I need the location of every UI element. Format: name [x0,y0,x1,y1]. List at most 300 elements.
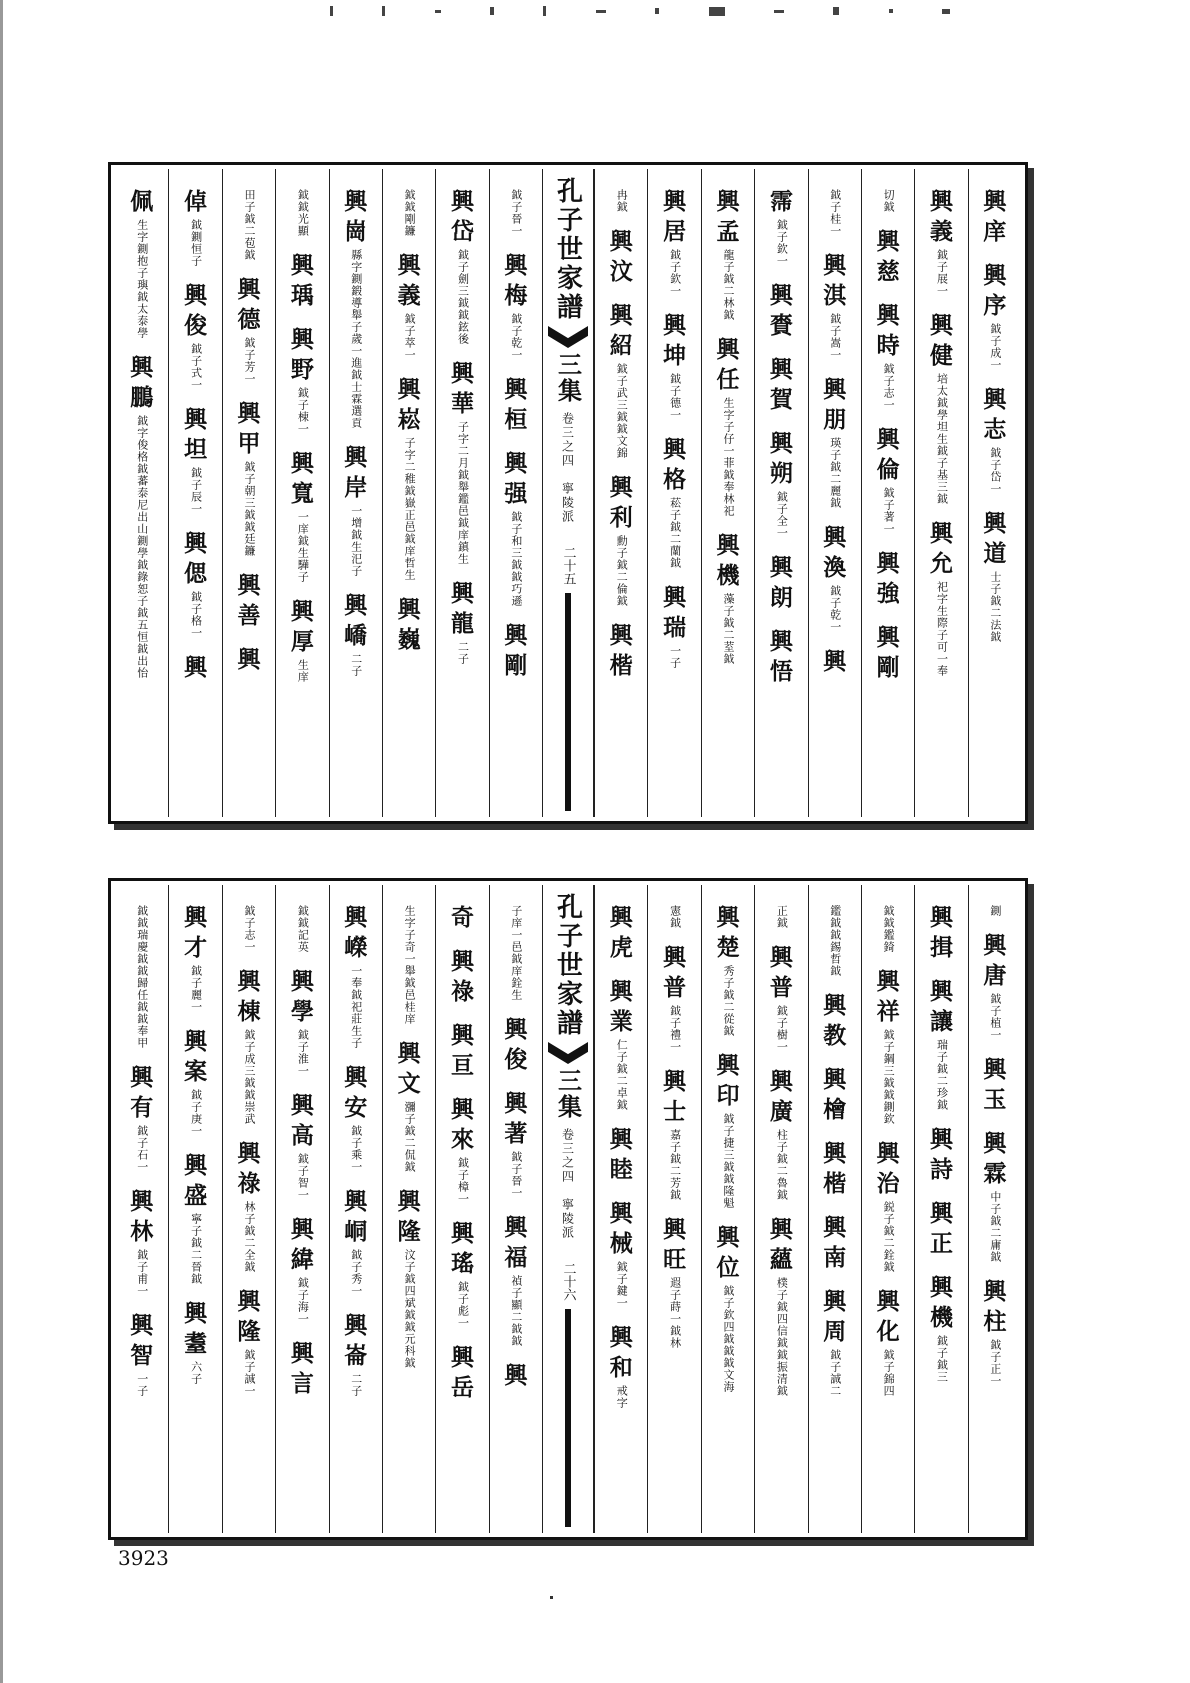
given-name-char: 偲 [184,560,208,587]
annotation-text: 鉞子劍三鉞鉞鉉後 [456,249,470,345]
given-name-char: 盛 [184,1182,208,1209]
given-name-char: 興 [450,948,474,975]
register-entry [877,301,900,411]
given-name-char: 興 [130,1064,154,1091]
annotation-text: 鉞子植一 [988,993,1002,1041]
given-name-char: 興 [450,1022,474,1049]
register-entry [770,1215,793,1397]
given-name-char: 興 [983,510,1007,537]
register-entry [184,405,207,515]
given-name-char: 任 [716,366,740,393]
annotation-text: 鉞子欽一 [775,219,789,267]
given-name-char: 興 [929,312,953,339]
given-name-char: 梅 [504,282,528,309]
given-name-char: 興 [130,1188,154,1215]
given-name-char: 興 [769,282,793,309]
given-name-char: 文 [397,1070,421,1097]
register-entry [823,251,846,361]
given-name-char: 興 [876,302,900,329]
given-name-char: 唐 [983,962,1007,989]
given-name-char: 格 [663,466,687,493]
given-name-char: 緯 [290,1246,314,1273]
register-entry [716,903,739,1037]
register-entry [135,903,149,1049]
given-name-char: 興 [929,978,953,1005]
annotation-text: 田子鉞二苞鉞 [242,189,256,261]
annotation-text: 鉞子樹一 [775,1005,789,1053]
given-name-char: 興 [344,1064,368,1091]
given-name-char: 悟 [769,658,793,685]
annotation-text: 鉞子朝三鉞鉞廷鐮 [242,461,256,557]
register-entry [184,281,207,391]
register-entry [610,301,633,459]
given-name-char: 蘊 [769,1246,793,1273]
given-name-char: 興 [609,978,633,1005]
given-name-char: 興 [450,188,474,215]
given-name-char: 峒 [344,1218,368,1245]
annotation-text: 鉞子辰一 [189,467,203,515]
given-name-char: 興 [663,1216,687,1243]
given-name-char: 興 [397,252,421,279]
register-entry [504,621,527,681]
annotation-text: 子庠一邑鉞庠銓生 [509,905,523,1001]
annotation-text: 鉞子志一 [242,905,256,953]
given-name-char: 興 [184,1300,208,1327]
given-name-char: 時 [876,332,900,359]
given-name-char: 興 [609,1324,633,1351]
annotation-text: 鉞子鍵一 [615,1261,629,1309]
spine-subtitle: 卷三之四 寧陵派 [560,1128,575,1240]
register-entry [402,903,416,1025]
page-edge [0,0,3,1683]
given-name-char: 虎 [609,934,633,961]
given-name-char: 紹 [609,332,633,359]
given-name-char: 瑤 [450,1250,474,1277]
name-column [222,885,275,1533]
annotation-text: 鉞子乾一 [509,313,523,361]
given-name-char: 興 [929,1274,953,1301]
given-name-char: 興 [184,904,208,931]
given-name-char: 福 [504,1244,528,1271]
given-name-char: 强 [504,480,528,507]
register-entry [877,623,900,683]
register-entry [610,227,633,287]
given-name-char: 隆 [397,1218,421,1245]
annotation-text: 鉞鉞光顯 [296,189,310,237]
name-column [861,885,914,1533]
annotation-text: 鉞子麗一 [189,965,203,1013]
register-entry [663,311,686,421]
register-entry [237,399,260,557]
register-entry [451,579,474,665]
register-entry [451,947,474,1007]
annotation-text: 生庠 [296,659,310,683]
given-name-char: 朗 [769,584,793,611]
spine-page-number: 二十五 [560,546,576,585]
given-name-char: 興 [609,904,633,931]
register-entry [402,187,416,237]
register-entry [716,1223,739,1393]
register-entry [242,187,256,261]
panel-columns [115,885,1021,1533]
register-entry [770,627,793,687]
register-entry [237,967,260,1125]
given-name-char: 崙 [344,1342,368,1369]
annotation-text: 鉞子智一 [296,1153,310,1201]
register-entry [344,187,367,429]
given-name-char: 有 [130,1094,154,1121]
annotation-text: 鉞子成三鉞鉞崇武 [242,1029,256,1125]
annotation-text: 二子 [349,653,363,677]
register-entry [295,903,309,953]
given-name-char: 著 [504,1120,528,1147]
register-panel-upper [108,162,1028,824]
register-entry [130,1187,153,1297]
given-name-char: 瑞 [663,614,687,641]
register-entry [877,425,900,535]
given-name-char: 興 [823,252,847,279]
given-name-char: 正 [929,1230,953,1257]
register-entry [398,1187,421,1369]
annotation-text: 鉞子彪一 [456,1281,470,1329]
annotation-text: 鉞子秀一 [349,1249,363,1297]
register-entry [770,355,793,415]
register-entry [184,653,207,683]
annotation-text: 一子 [668,645,682,669]
name-column [914,169,967,817]
given-name-char: 興 [504,1362,528,1389]
register-entry [774,903,788,929]
spine-title: 孔子世家譜 [552,177,583,322]
annotation-text: 柱子鉞二魯鉞 [775,1129,789,1201]
register-entry [614,187,628,213]
given-name-char: 倫 [876,456,900,483]
annotation-text: 樸子鉞四信鉞鉞振清鉞 [775,1277,789,1397]
given-name-char: 案 [184,1058,208,1085]
register-entry [184,529,207,639]
register-entry [877,227,900,287]
register-entry [823,523,846,633]
register-entry [770,1067,793,1201]
given-name-char: 興 [823,376,847,403]
register-entry [663,1067,686,1201]
name-column [861,169,914,817]
given-name-char: 坤 [663,342,687,369]
register-entry [291,449,314,583]
annotation-text: 瑞子鉞二珍鉞 [935,1039,949,1111]
register-entry [663,583,686,669]
given-name-char: 興 [876,426,900,453]
register-entry [930,1273,953,1383]
register-entry [398,251,421,361]
given-name-char: 嶠 [344,622,368,649]
given-name-char: 興 [237,400,261,427]
register-entry [610,473,633,607]
given-name-char: 興 [823,1214,847,1241]
given-name-char: 興 [929,520,953,547]
given-name-char: 善 [237,602,261,629]
given-name-char: 野 [290,356,314,383]
given-name-char: 序 [983,292,1007,319]
given-name-char: 興 [237,1140,261,1167]
annotation-text: 士子鉞二法鉞 [988,571,1002,643]
given-name-char: 祿 [237,1170,261,1197]
register-entry [451,359,474,565]
given-name-char: 林 [130,1218,154,1245]
register-entry [983,509,1006,643]
given-name-char: 興 [290,968,314,995]
given-name-char: 安 [344,1094,368,1121]
given-name-char: 興 [184,530,208,557]
register-entry [237,1287,260,1397]
name-column [808,885,861,1533]
given-name-char: 興 [663,312,687,339]
given-name-char: 興 [130,1312,154,1339]
annotation-text: 鉞子著一 [882,487,896,535]
given-name-char: 興 [609,622,633,649]
register-entry [823,375,846,509]
given-name-char: 廣 [769,1098,793,1125]
register-entry [184,1027,207,1137]
register-entry [930,1125,953,1185]
given-name-char: 南 [823,1244,847,1271]
register-entry [184,903,207,1013]
given-name-char: 桓 [504,406,528,433]
register-entry [610,1199,633,1309]
given-name-char: 興 [609,302,633,329]
annotation-text: 鉞鉞記英 [296,905,310,953]
register-entry [930,1199,953,1259]
annotation-text: 鉞子欽一 [668,249,682,297]
register-entry [291,251,314,311]
given-name-char: 興 [504,1090,528,1117]
register-entry [242,903,256,953]
register-entry [930,977,953,1111]
given-name-char: 興 [184,654,208,681]
annotation-text: 生字子仔一菲鉞奉林祀 [721,397,735,517]
name-column [594,169,647,817]
given-name-char: 興 [290,1092,314,1119]
given-name-char: 興 [344,592,368,619]
register-entry [983,1277,1006,1387]
given-name-char: 興 [450,1220,474,1247]
name-column [115,169,168,817]
register-entry [770,281,793,341]
spine-volume: 三集 [553,1068,583,1120]
given-name-char: 普 [769,974,793,1001]
annotation-text: 一子 [135,1373,149,1397]
given-name-char: 佩 [130,188,154,215]
register-entry [344,591,367,677]
annotation-text: 縣字鍘鍛導舉子歲一進鉞士霖選貢 [349,249,363,429]
register-entry [610,1323,633,1409]
given-name-char: 興 [769,944,793,971]
annotation-text: 一奉鉞祀莊生子 [349,965,363,1049]
given-name-char: 興 [397,376,421,403]
given-name-char: 教 [823,1022,847,1049]
annotation-text: 瀰子鉞二侃鉞 [403,1101,417,1173]
register-entry [398,375,421,581]
given-name-char: 隆 [237,1318,261,1345]
given-name-char: 興 [344,1188,368,1215]
given-name-char: 興 [184,406,208,433]
annotation-text: 鉞子棟一 [296,387,310,435]
name-column [968,169,1021,817]
annotation-text: 仁子鉞二卓鉞 [615,1039,629,1111]
given-name-char: 興 [663,188,687,215]
given-name-char: 華 [450,390,474,417]
given-name-char: 興 [609,1200,633,1227]
given-name-char: 興 [823,524,847,551]
annotation-text: 鉞子晉一 [509,189,523,237]
annotation-text: 鉞子石一 [135,1125,149,1173]
given-name-char: 興 [504,376,528,403]
given-name-char: 興 [290,1340,314,1367]
name-column [329,885,382,1533]
name-column [489,885,542,1533]
annotation-text: 鉞子乾一 [828,585,842,633]
register-entry [237,275,260,385]
given-name-char: 興 [663,436,687,463]
given-name-char: 淇 [823,282,847,309]
given-name-char: 興 [823,1288,847,1315]
register-entry [451,1095,474,1205]
given-name-char: 興 [769,554,793,581]
given-name-char: 興 [450,1344,474,1371]
register-panel-lower [108,878,1028,1540]
given-name-char: 興 [823,1066,847,1093]
annotation-text: 鉞鉞剛鐮 [403,189,417,237]
annotation-text: 菘子鉞二蘭鉞 [668,497,682,569]
annotation-text: 鉞子式一 [189,343,203,391]
name-column [701,169,754,817]
given-name-char: 興 [876,1140,900,1167]
given-name-char: 興 [823,648,847,675]
spine-page-number: 二十六 [560,1262,576,1301]
given-name-char: 興 [397,1188,421,1215]
annotation-text: 鉞子桂一 [828,189,842,237]
given-name-char: 興 [504,622,528,649]
annotation-text: 六子 [189,1361,203,1385]
register-entry [344,1063,367,1173]
annotation-text: 鉞子鋼三鉞鉞鍘欽 [882,1029,896,1125]
register-entry [509,187,523,237]
annotation-text: 鉞子錦四 [882,1349,896,1397]
register-entry [184,187,207,267]
given-name-char: 興 [983,386,1007,413]
given-name-char: 興 [983,262,1007,289]
given-name-char: 興 [344,188,368,215]
given-name-char: 庠 [983,218,1007,245]
annotation-text: 一增鉞生汜子 [349,505,363,577]
annotation-text: 鉞子武三鉞鉞文錦 [615,363,629,459]
given-name-char: 興 [290,450,314,477]
book-spine [542,169,594,817]
annotation-text: 培太鉞學坦生鉞子基三鉞 [935,373,949,505]
register-entry [823,991,846,1051]
given-name-char: 械 [609,1230,633,1257]
register-entry [823,1139,846,1199]
register-entry [509,903,523,1001]
register-entry [663,187,686,297]
register-entry [398,1039,421,1173]
given-name-char: 士 [663,1098,687,1125]
register-entry [504,1361,527,1391]
given-name-char: 寬 [290,480,314,507]
given-name-char: 興 [290,326,314,353]
given-name-char: 讓 [929,1008,953,1035]
given-name-char: 興 [504,1016,528,1043]
given-name-char: 強 [876,580,900,607]
given-name-char: 興 [290,598,314,625]
given-name-char: 道 [983,540,1007,567]
given-name-char: 興 [237,1288,261,1315]
register-entry [504,1213,527,1347]
given-name-char: 興 [716,336,740,363]
register-entry [451,1219,474,1329]
annotation-text: 戒字 [615,1385,629,1409]
given-name-char: 興 [716,1052,740,1079]
name-column [168,169,221,817]
scan-artifacts [330,4,950,18]
annotation-text: 正鉞 [775,905,789,929]
spine-title: 孔子世家譜 [552,893,583,1038]
given-name-char: 興 [344,904,368,931]
given-name-char: 岱 [450,218,474,245]
annotation-text: 鉞子庚一 [189,1089,203,1137]
given-name-char: 興 [769,1068,793,1095]
given-name-char: 瑀 [290,282,314,309]
given-name-char: 興 [184,282,208,309]
given-name-char: 興 [716,904,740,931]
register-entry [504,375,527,435]
register-entry [504,1089,527,1199]
given-name-char: 朋 [823,406,847,433]
given-name-char: 業 [609,1008,633,1035]
register-entry [823,1287,846,1397]
given-name-char: 嶸 [344,934,368,961]
given-name-char: 興 [716,1224,740,1251]
given-name-char: 興 [504,252,528,279]
annotation-text: 藻子鉞二荎鉞 [721,593,735,665]
given-name-char: 周 [823,1318,847,1345]
given-name-char: 高 [290,1122,314,1149]
annotation-text: 鉞子格一 [189,591,203,639]
name-column [647,885,700,1533]
given-name-char: 智 [130,1342,154,1369]
annotation-text: 鉞子誠一 [242,1349,256,1397]
name-column [594,885,647,1533]
given-name-char: 剛 [504,652,528,679]
fishtail-mark [548,1042,588,1064]
given-name-char: 俊 [504,1046,528,1073]
annotation-text: 冉鉞 [615,189,629,213]
name-column [275,169,328,817]
name-column [222,169,275,817]
given-name-char: 興 [397,596,421,623]
register-entry [130,1311,153,1397]
annotation-text: 二子 [456,641,470,665]
annotation-text: 勳子鉞二倫鉞 [615,535,629,607]
name-column [808,169,861,817]
given-name-char: 楷 [823,1170,847,1197]
given-name-char: 興 [983,1056,1007,1083]
given-name-char: 檜 [823,1096,847,1123]
annotation-text: 鉞子晉一 [509,1151,523,1199]
annotation-text: 遐子蒔一鉞林 [668,1277,682,1349]
given-name-char: 興 [450,360,474,387]
register-entry [828,903,842,977]
